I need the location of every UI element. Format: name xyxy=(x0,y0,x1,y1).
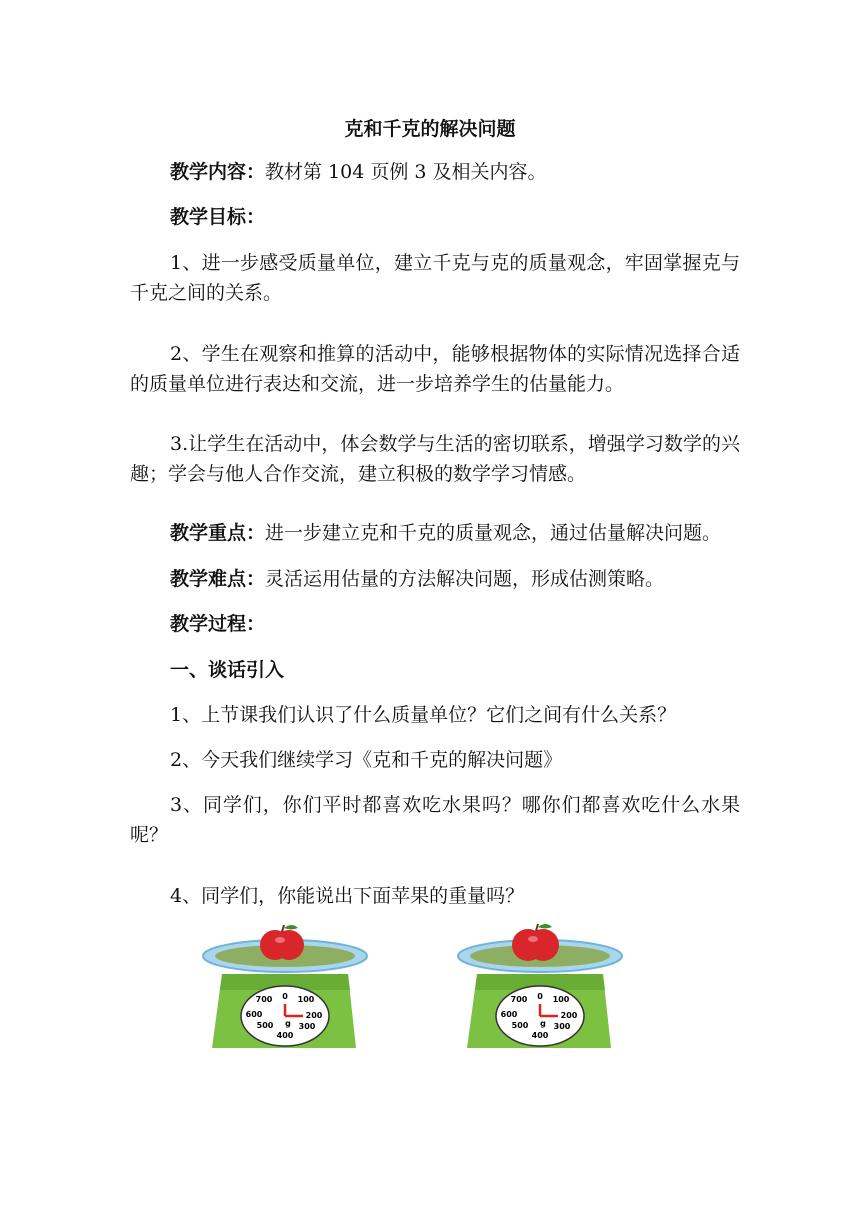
apple-icon xyxy=(512,924,559,961)
dial-label-0: 0 xyxy=(537,992,543,1001)
dial-label-600: 600 xyxy=(500,1010,518,1019)
scale-dial-2 xyxy=(496,986,584,1046)
dial-label-0: 0 xyxy=(282,992,288,1001)
teaching-content xyxy=(130,157,740,187)
question-1: 1、上节课我们认识了什么质量单位？它们之间有什么关系？ xyxy=(170,704,677,726)
teaching-goals-label: 教学目标： xyxy=(170,206,266,228)
dial-label-500: 500 xyxy=(511,1021,529,1030)
dial-label-400: 400 xyxy=(531,1031,549,1040)
teaching-content-label: 教学内容： xyxy=(170,161,266,183)
teaching-key-point xyxy=(130,518,740,548)
dial-label-300: 300 xyxy=(553,1022,571,1031)
kitchen-scale-1 xyxy=(200,920,390,1055)
key-point-text: 进一步建立克和千克的质量观念，通过估量解决问题。 xyxy=(265,522,722,544)
dial-label-400: 400 xyxy=(276,1031,294,1040)
question-4: 4、同学们，你能说出下面苹果的重量吗？ xyxy=(170,885,525,907)
difficulty-text: 灵活运用估量的方法解决问题，形成估测策略。 xyxy=(265,568,665,590)
dial-label-100: 100 xyxy=(552,995,570,1004)
dial-label-200: 200 xyxy=(305,1011,323,1020)
teaching-content-text: 教材第 104 页例 3 及相关内容。 xyxy=(265,161,547,183)
kitchen-scale-2 xyxy=(455,920,645,1055)
dial-label-700: 700 xyxy=(510,995,528,1004)
dial-label-200: 200 xyxy=(560,1011,578,1020)
dial-unit: g xyxy=(540,1019,546,1028)
teaching-difficulty xyxy=(130,564,740,594)
question-3: 3、同学们，你们平时都喜欢吃水果吗？哪你们都喜欢吃什么水果呢？ xyxy=(130,794,740,846)
scale-dial-1 xyxy=(241,986,329,1046)
question-2: 2、今天我们继续学习《克和千克的解决问题》 xyxy=(170,749,563,771)
dial-unit: g xyxy=(285,1019,291,1028)
dial-label-100: 100 xyxy=(297,995,315,1004)
goal-2: 2、学生在观察和推算的活动中，能够根据物体的实际情况选择合适的质量单位进行表达和交流，进一步培养学生的估量能力。 xyxy=(130,343,740,395)
dial-label-700: 700 xyxy=(255,995,273,1004)
goal-1: 1、进一步感受质量单位，建立千克与克的质量观念，牢固掌握克与千克之间的关系。 xyxy=(130,252,740,304)
key-point-label: 教学重点： xyxy=(170,522,266,544)
difficulty-label: 教学难点： xyxy=(170,568,266,590)
teaching-process-label: 教学过程： xyxy=(170,613,266,635)
dial-label-600: 600 xyxy=(245,1010,263,1019)
page-title: 克和千克的解决问题 xyxy=(344,118,516,140)
dial-label-500: 500 xyxy=(256,1021,274,1030)
dial-label-300: 300 xyxy=(298,1022,316,1031)
section-heading-1: 一、谈话引入 xyxy=(170,659,285,681)
apple-icon xyxy=(260,925,304,960)
goal-3: 3.让学生在活动中，体会数学与生活的密切联系，增强学习数学的兴趣；学会与他人合作交流，建立积极的数学学习情感。 xyxy=(130,433,740,485)
